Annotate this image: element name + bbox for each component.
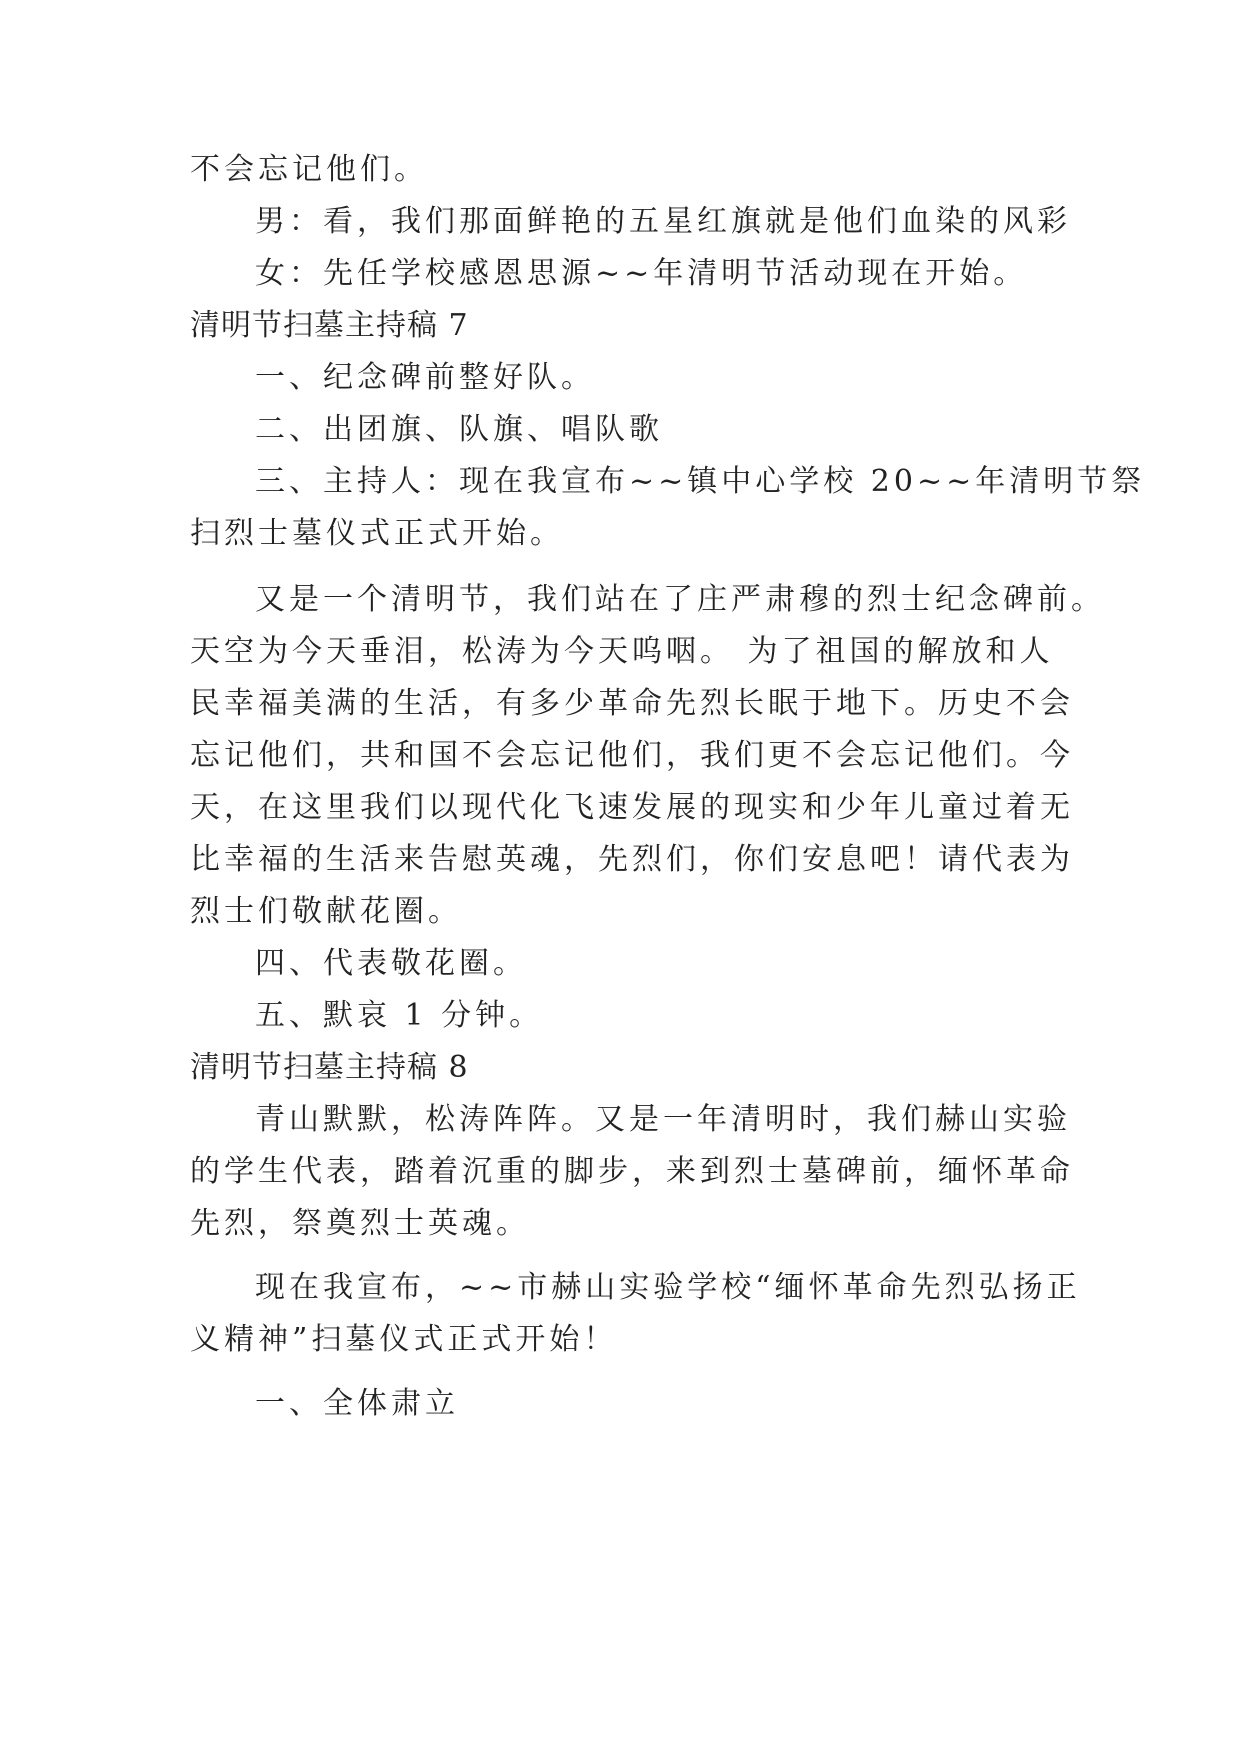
list-item: 二、出团旗、队旗、唱队歌 xyxy=(255,412,663,447)
paragraph-line: 青山默默，松涛阵阵。又是一年清明时，我们赫山实验 xyxy=(255,1102,1071,1137)
paragraph-line: 烈士们敬献花圈。 xyxy=(190,894,462,929)
paragraph-line: 先烈，祭奠烈士英魂。 xyxy=(190,1206,530,1241)
paragraph-line: 比幸福的生活来告慰英魂，先烈们，你们安息吧！请代表为 xyxy=(190,842,1074,877)
section-heading-7: 清明节扫墓主持稿 7 xyxy=(190,308,469,343)
list-item: 一、纪念碑前整好队。 xyxy=(255,360,595,395)
list-item: 一、全体肃立 xyxy=(255,1386,459,1421)
paragraph-line: 又是一个清明节，我们站在了庄严肃穆的烈士纪念碑前。 xyxy=(255,582,1105,617)
paragraph-line: 不会忘记他们。 xyxy=(190,152,428,187)
list-item: 四、代表敬花圈。 xyxy=(255,946,527,981)
paragraph-line: 现在我宣布，~~市赫山实验学校“缅怀革命先烈弘扬正 xyxy=(255,1270,1081,1305)
paragraph-line: 忘记他们，共和国不会忘记他们，我们更不会忘记他们。今 xyxy=(190,738,1074,773)
paragraph-line: 的学生代表，踏着沉重的脚步，来到烈士墓碑前，缅怀革命 xyxy=(190,1154,1074,1189)
paragraph-line: 天，在这里我们以现代化飞速发展的现实和少年儿童过着无 xyxy=(190,790,1074,825)
dialogue-line-male: 男：看，我们那面鲜艳的五星红旗就是他们血染的风彩 xyxy=(255,204,1071,239)
paragraph-line: 义精神”扫墓仪式正式开始！ xyxy=(190,1322,618,1357)
paragraph-line: 民幸福美满的生活，有多少革命先烈长眠于地下。历史不会 xyxy=(190,686,1074,721)
list-item: 三、主持人：现在我宣布~~镇中心学校 20~~年清明节祭 xyxy=(255,464,1146,499)
section-heading-8: 清明节扫墓主持稿 8 xyxy=(190,1050,469,1085)
paragraph-line: 扫烈士墓仪式正式开始。 xyxy=(190,516,564,551)
dialogue-line-female: 女：先任学校感恩思源~~年清明节活动现在开始。 xyxy=(255,256,1028,291)
list-item: 五、默哀 1 分钟。 xyxy=(255,998,544,1033)
paragraph-line: 天空为今天垂泪，松涛为今天呜咽。 为了祖国的解放和人 xyxy=(190,634,1054,669)
